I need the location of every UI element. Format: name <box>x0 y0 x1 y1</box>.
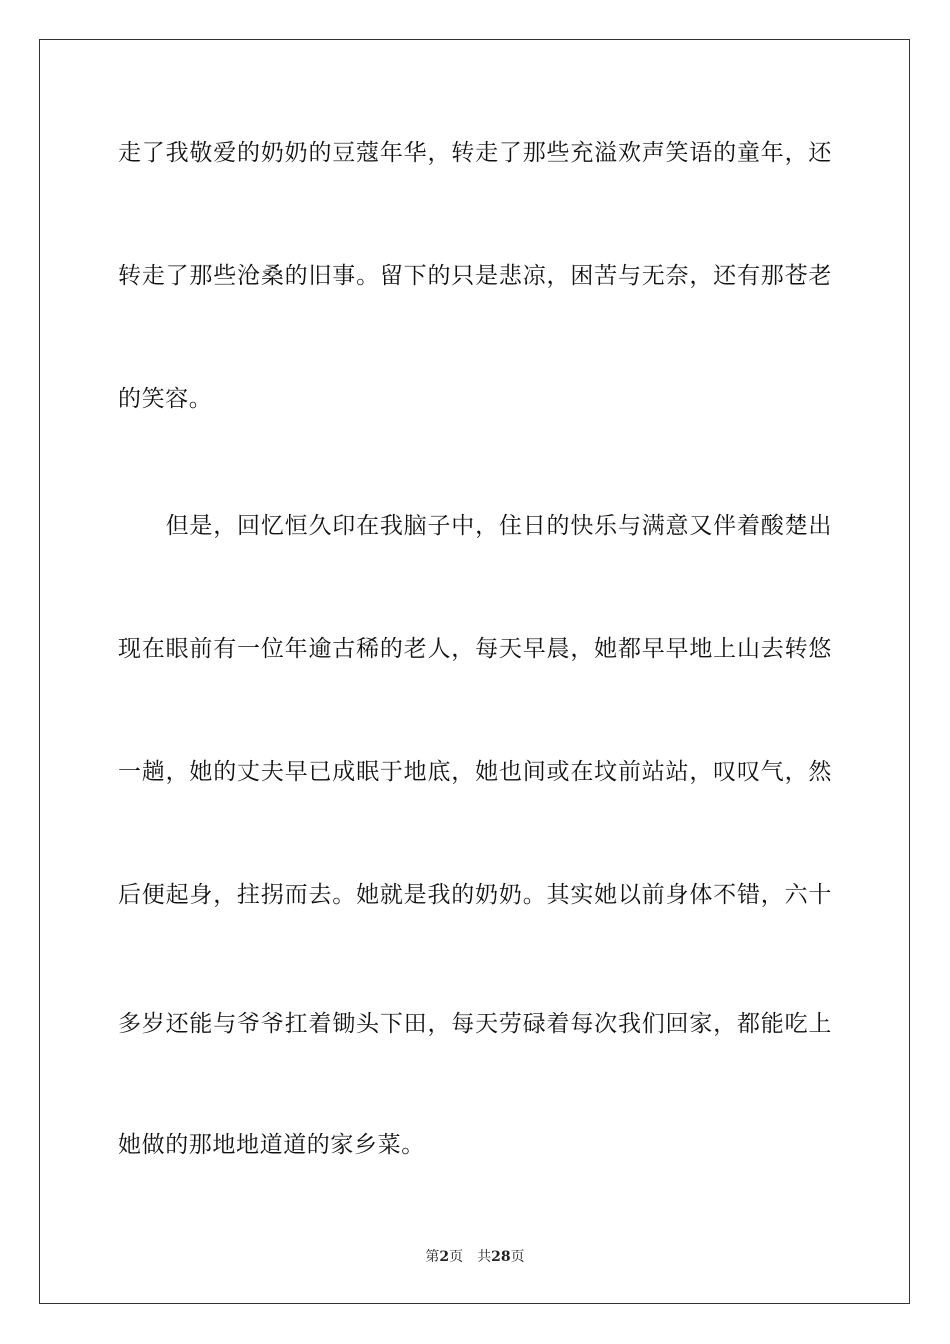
paragraph-line-9: 她做的那地地道道的家乡菜。 <box>118 1132 425 1158</box>
paragraph-line-3: 的笑容。 <box>118 386 213 412</box>
paragraph-line-4: 但是，回忆恒久印在我脑子中，住日的快乐与满意又伴着酸楚出 <box>118 513 832 539</box>
paragraph-line-1: 走了我敬爱的奶奶的豆蔻年华，转走了那些充溢欢声笑语的童年，还 <box>118 140 832 166</box>
paragraph-line-7: 后便起身，拄拐而去。她就是我的奶奶。其实她以前身体不错，六十 <box>118 882 832 908</box>
total-prefix: 共 <box>477 1249 492 1265</box>
total-suffix: 页 <box>510 1249 525 1265</box>
paragraph-line-6: 一趟，她的丈夫早已成眠于地底，她也间或在坟前站站，叹叹气，然 <box>118 759 832 785</box>
paragraph-line-5: 现在眼前有一位年逾古稀的老人，每天早晨，她都早早地上山去转悠 <box>118 636 832 662</box>
page-prefix: 第 <box>425 1249 440 1265</box>
page-border <box>39 39 910 1304</box>
page-number: 2 <box>439 1249 450 1265</box>
paragraph-line-8: 多岁还能与爷爷扛着锄头下田，每天劳碌着每次我们回家，都能吃上 <box>118 1011 832 1037</box>
paragraph-line-2: 转走了那些沧桑的旧事。留下的只是悲凉，困苦与无奈，还有那苍老 <box>118 263 832 289</box>
page-footer <box>0 1248 950 1266</box>
total-pages: 28 <box>491 1249 511 1265</box>
page-suffix: 页 <box>449 1249 464 1265</box>
